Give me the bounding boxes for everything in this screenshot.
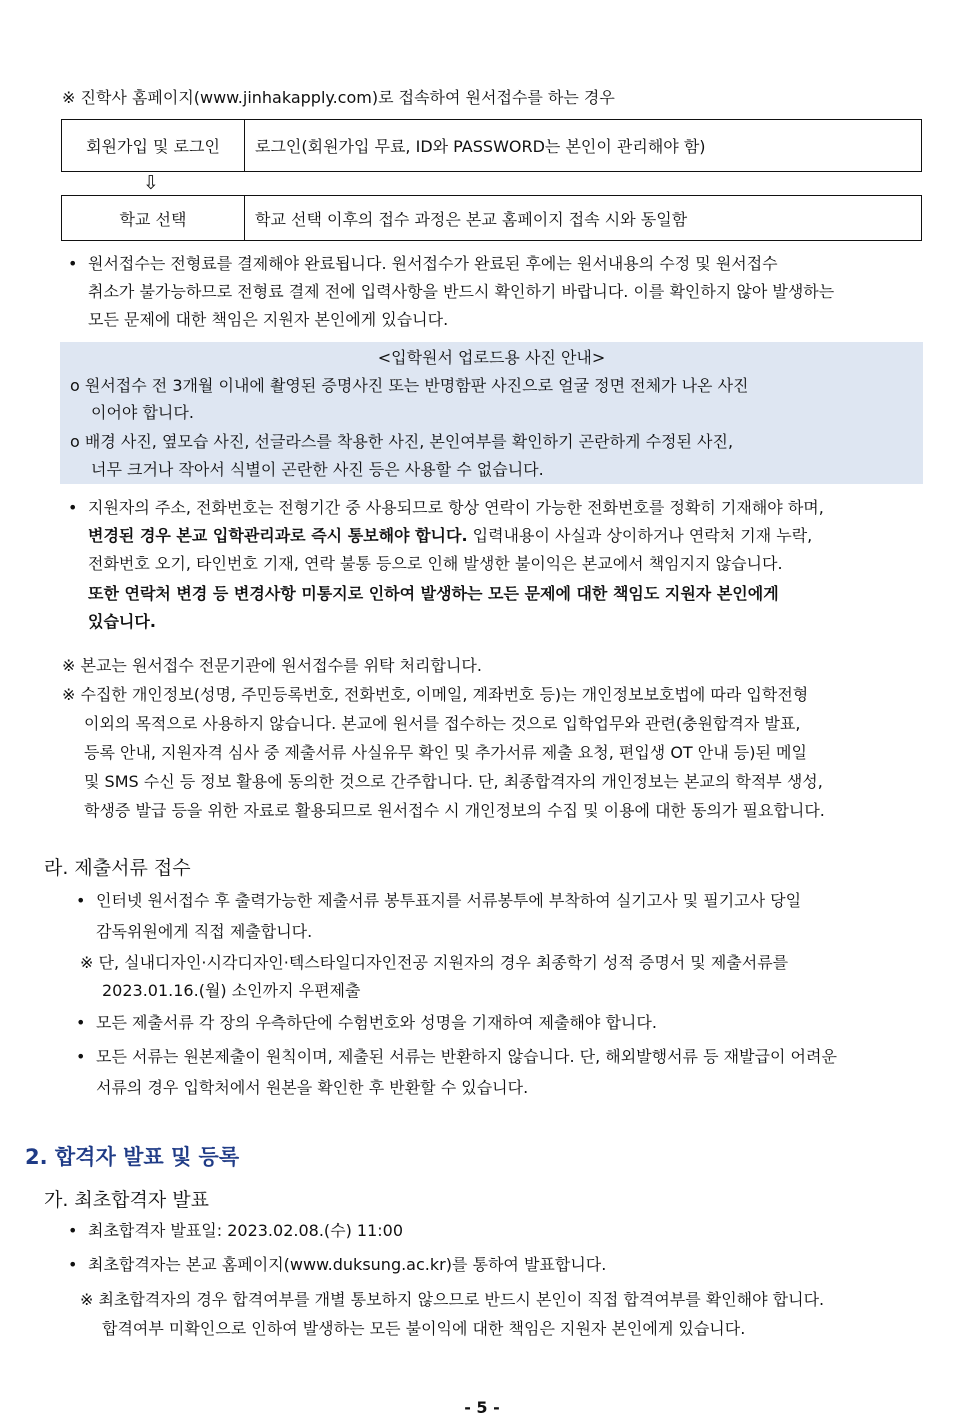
- section2-bullet-homepage-line: • 최초합격자는 본교 홈페이지(www.duksung.ac.kr)를 통하여 발표합니다.: [88, 1251, 606, 1279]
- note-privacy-line3: 등록 안내, 지원자격 심사 중 제출서류 사실유무 확인 및 추가서류 제출 요청, 편입생 OT 안내 등)된 메일: [84, 743, 807, 762]
- page-number: - 5 -: [464, 1398, 500, 1417]
- photo-guide-item2-line1: o 배경 사진, 옆모습 사진, 선글라스를 착용한 사진, 본인여부를 확인하기 곤란하게 수정된 사진,: [70, 432, 734, 451]
- bullet-contact-line3: 전화번호 오기, 타인번호 기재, 연락 불통 등으로 인해 발생한 불이익은 본교에서 책임지지 않습니다.: [88, 554, 783, 573]
- flow-step-school-label: 학교 선택: [62, 196, 245, 241]
- note-privacy-line1: ※ 수집한 개인정보(성명, 주민등록번호, 전화번호, 이메일, 계좌번호 등)는 개인정보보호법에 따라 입학전형: [62, 685, 809, 704]
- note-privacy-line2: 이외의 목적으로 사용하지 않습니다. 본교에 원서를 접수하는 것으로 입학업무와 관련(충원합격자 발표,: [84, 714, 801, 733]
- flow-step-school: [61, 195, 922, 241]
- section2-note-line2: 합격여부 미확인으로 인하여 발생하는 모든 불이익에 대한 책임은 지원자 본인에게 있습니다.: [102, 1319, 746, 1338]
- photo-guide-title: <입학원서 업로드용 사진 안내>: [377, 348, 606, 367]
- section2-bullet-date-line: • 최초합격자 발표일: 2023.02.08.(수) 11:00: [88, 1217, 403, 1245]
- down-arrow-icon: ⇩: [143, 172, 159, 194]
- bullet-contact-line1: • 지원자의 주소, 전화번호는 전형기간 중 사용되므로 항상 연락이 가능한 전화번호를 정확히 기재해야 하며,: [88, 494, 824, 522]
- bullet-payment-line1: • 원서접수는 전형료를 결제해야 완료됩니다. 원서접수가 완료된 후에는 원서내용의 수정 및 원서접수: [88, 250, 834, 278]
- section2-note: [80, 1286, 824, 1343]
- note-privacy-line5: 학생증 발급 등을 위한 자료로 활용되므로 원서접수 시 개인정보의 수집 및 이용에 대한 동의가 필요합니다.: [84, 801, 825, 820]
- section-ra-bullet2-line1: • 모든 제출서류 각 장의 우측하단에 수험번호와 성명을 기재하여 제출해야 합니다.: [96, 1009, 657, 1037]
- bullet-payment: [88, 250, 834, 334]
- section-ra-bullet3-line2: 서류의 경우 입학처에서 원본을 확인한 후 반환할 수 있습니다.: [96, 1078, 529, 1097]
- bullet-contact-line4: 또한 연락처 변경 등 변경사항 미통지로 인하여 발생하는 모든 문제에 대한 책임도 지원자 본인에게: [88, 584, 779, 603]
- photo-guide-item1-line1: o 원서접수 전 3개월 이내에 촬영된 증명사진 또는 반명함판 사진으로 얼굴 정면 전체가 나온 사진: [70, 376, 749, 395]
- section2-title: 2. 합격자 발표 및 등록: [25, 1145, 240, 1169]
- flow-step-login-label: 회원가입 및 로그인: [62, 120, 245, 172]
- photo-guide-item2-line2: 너무 크거나 작아서 식별이 곤란한 사진 등은 사용할 수 없습니다.: [91, 460, 544, 479]
- bullet-contact: [88, 494, 824, 636]
- flow-step-school-desc: 학교 선택 이후의 접수 과정은 본교 홈페이지 접속 시와 동일함: [245, 196, 922, 241]
- bullet-contact-line2-bold: 변경된 경우 본교 입학관리과로 즉시 통보해야 합니다.: [88, 526, 468, 545]
- bullet-contact-line2: [88, 522, 824, 550]
- bullet-payment-line2: 취소가 불가능하므로 전형료 결제 전에 입력사항을 반드시 확인하기 바랍니다. 이를 확인하지 않아 발생하는: [88, 282, 835, 301]
- section-ra-bullet1: [96, 887, 801, 946]
- section2-sub-heading: 가. 최초합격자 발표: [44, 1189, 209, 1211]
- note-privacy: [62, 681, 825, 825]
- photo-guide-item1-line2: 이어야 합니다.: [91, 403, 194, 422]
- section-ra-bullet1-line1: • 인터넷 원서접수 후 출력가능한 제출서류 봉투표지를 서류봉투에 부착하여 실기고사 및 필기고사 당일: [96, 887, 801, 915]
- section2-bullet-date: [88, 1217, 403, 1245]
- section-ra-note-line2: 2023.01.16.(월) 소인까지 우편제출: [102, 981, 361, 1000]
- section-ra-note-line1: ※ 단, 실내디자인·시각디자인·텍스타일디자인전공 지원자의 경우 최종학기 성적 증명서 및 제출서류를: [80, 953, 789, 972]
- intro-note: ※ 진학사 홈페이지(www.jinhakapply.com)로 접속하여 원서접수를 하는 경우: [62, 88, 615, 107]
- photo-guide-box: [60, 342, 923, 484]
- bullet-contact-line5: 있습니다.: [88, 612, 156, 631]
- section-ra-bullet2: [96, 1009, 657, 1037]
- flow-step-login: [61, 119, 922, 172]
- section-ra-bullet3-line1: • 모든 서류는 원본제출이 원칙이며, 제출된 서류는 반환하지 않습니다. 단, 해외발행서류 등 재발급이 어려운: [96, 1043, 837, 1071]
- section-ra-note: [80, 949, 788, 1005]
- section-ra-heading: 라. 제출서류 접수: [44, 857, 191, 879]
- section2-bullet-homepage: [88, 1251, 606, 1279]
- section-ra-bullet3: [96, 1043, 837, 1102]
- flow-step-login-desc: 로그인(회원가입 무료, ID와 PASSWORD는 본인이 관리해야 함): [245, 120, 922, 172]
- note-privacy-line4: 및 SMS 수신 등 정보 활용에 동의한 것으로 간주합니다. 단, 최종합격자의 개인정보는 본교의 학적부 생성,: [84, 772, 823, 791]
- section2-note-line1: ※ 최초합격자의 경우 합격여부를 개별 통보하지 않으므로 반드시 본인이 직접 합격여부를 확인해야 합니다.: [80, 1290, 825, 1309]
- note-outsourcing: ※ 본교는 원서접수 전문기관에 원서접수를 위탁 처리합니다.: [62, 656, 482, 675]
- bullet-contact-line2-rest: 입력내용이 사실과 상이하거나 연락처 기재 누락,: [467, 526, 813, 545]
- section-ra-bullet1-line2: 감독위원에게 직접 제출합니다.: [96, 922, 313, 941]
- bullet-payment-line3: 모든 문제에 대한 책임은 지원자 본인에게 있습니다.: [88, 310, 449, 329]
